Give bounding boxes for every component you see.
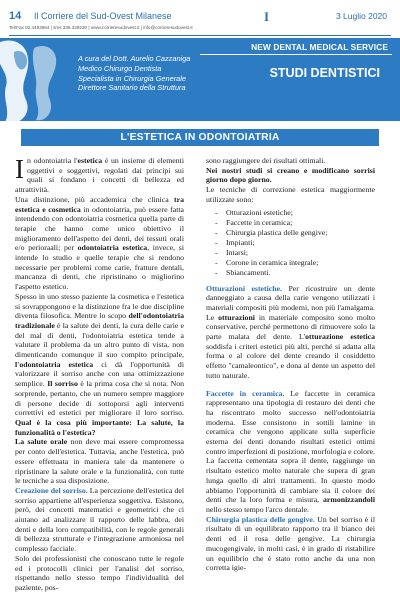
paragraph bbox=[15, 195, 184, 292]
article-column-right bbox=[206, 156, 376, 573]
text-run: , invece, si intende lo studio e quelle terapie che si rendono necessarie per problemi come carie, fratture dentali, mancanza di denti, che ripristinano o migliorino l'aspetto estetico. bbox=[15, 243, 184, 292]
paragraph bbox=[15, 437, 184, 486]
paragraph bbox=[206, 284, 375, 381]
paragraph bbox=[206, 156, 375, 166]
text-run: Solo dei professionisti che conoscano tutte le regole ed i protocolli clinici per l'analisi del sorriso, rispettando nello stesso tempo l'individualità del paziente, pos- bbox=[15, 553, 184, 592]
text-run: ci dà l'opportunità di valorizzare il sorriso anche con una ottimizzazione semplice. bbox=[15, 359, 184, 389]
author-role: Direttore Sanitario della Struttura bbox=[78, 83, 186, 93]
bold-term: tra estetica e cosmetica bbox=[15, 194, 184, 214]
bold-statement: Nei nostri studi si creano e modificano sorrisi giorno dopo giorno. bbox=[206, 165, 375, 185]
paragraph bbox=[15, 156, 184, 195]
subheading: Creazione del sorriso. bbox=[15, 485, 88, 495]
paragraph bbox=[15, 554, 184, 593]
paragraph-gap bbox=[206, 381, 375, 389]
bold-question: Qual è la cosa più importante: La salute, la funzionalità o l'estetica? bbox=[15, 417, 184, 437]
list-item: - Faccette in ceramica; bbox=[226, 218, 375, 228]
newspaper-name: Il Corriere del Sud-Ovest Milanese bbox=[34, 11, 172, 21]
text-run: è la salute dei denti, la cura delle carie e del mal di denti, l'odontoiatria estetica tende a valutare il problema da un altro punto di vista, non dimenticando comunque il suo compito principale, bbox=[15, 320, 184, 360]
text-run: è un insieme di elementi oggettivi e soggettivi, regolati dai principi sui quali si fondano i concetti di bellezza ed attrattività. bbox=[15, 156, 184, 195]
subheading: Faccette in ceramica. bbox=[206, 388, 285, 398]
bold-term: otturazione estetica bbox=[305, 332, 376, 342]
author-credit bbox=[78, 54, 263, 93]
text-run: Spesso in uno stesso paziente la cosmetica e l'estetica si sovrappongono e la distinzione fra le due discipline diventa filosofica. Mentre lo scopo bbox=[15, 291, 184, 321]
column-tag: NEW DENTAL MEDICAL SERVICE bbox=[251, 42, 388, 52]
author-name: A cura del Dott. Aurelio Cazzaniga bbox=[78, 54, 191, 63]
issue-date: 3 Luglio 2020 bbox=[335, 11, 387, 21]
paragraph bbox=[206, 389, 375, 515]
paragraph bbox=[15, 292, 184, 438]
bold-term: La salute orale bbox=[15, 437, 68, 447]
bold-term: l'odontoiatria estetica bbox=[15, 359, 94, 369]
paragraph bbox=[206, 185, 375, 204]
bold-term: Il sorriso bbox=[47, 379, 78, 389]
text-run: Un bel sorriso è il risultato di un equilibrato rapporto tra il bianco dei denti ed il rosa delle gengive. La chirurgia mucogengivale, in molti casi, è in grado di ristabilire un equilibrio che è stato rotto anche da una non corretta igie- bbox=[206, 514, 375, 573]
text-run: n odontoiatria l' bbox=[27, 156, 78, 165]
drop-cap: I bbox=[15, 154, 24, 184]
bold-term: otturazioni bbox=[218, 312, 255, 322]
masthead-divider: I bbox=[264, 9, 270, 24]
bold-term: estetica bbox=[77, 156, 103, 165]
author-specialty: Specialista in Chirurgia Generale bbox=[78, 73, 187, 83]
list-item: - Intarsi; bbox=[226, 248, 375, 258]
text-run: in odontoiatria, può essere fatta intendendo con odontoiatria cosmetica quella parte di terapie che hanno come unico obiettivo il miglioramento dell'aspetto dei denti, dei tessuti orali e/o perioraali; per bbox=[15, 204, 184, 253]
column-banner bbox=[0, 38, 400, 121]
subheading: Chirurgia plastica delle gengive. bbox=[206, 514, 315, 524]
masthead bbox=[0, 0, 400, 38]
author-title: Medico Chirurgo Dentista bbox=[78, 63, 162, 73]
list-item: - Corone in ceramica integrale; bbox=[226, 258, 375, 268]
text-run: nello stesso tempo l'arco dentale. bbox=[206, 504, 309, 514]
text-run: Per ricostruire un dente danneggiato a causa della carie vengono utilizzati i materiali compositi più moderni, non più l'amalgama. Le bbox=[206, 283, 375, 322]
article-title: L'ESTETICA IN ODONTOIATRIA bbox=[120, 132, 280, 143]
text-run: Le tecniche di correzione estetica maggiormente utilizzate sono: bbox=[206, 185, 375, 204]
list-item: - Chirurgia plastica delle gengive; bbox=[226, 228, 375, 238]
list-item: - Impianti; bbox=[226, 238, 375, 248]
text-run: è la prima cosa che si nota. Non sorprende, pertanto, che un numero sempre maggiore di persone decide di sottoporsi agli interventi correttivi ed estetici per migliorare il loro sorriso. bbox=[15, 379, 184, 418]
text-run: in materiale composito sono molto conservative, perché permettono di rimuovere solo la parte malata del dente. L' bbox=[206, 312, 375, 342]
banner-rule bbox=[200, 54, 392, 55]
article-column-left bbox=[15, 154, 184, 592]
bold-term: dell'odontoiatria tradizionale bbox=[15, 311, 184, 330]
text-run: Una distinzione, più accademica che clinica bbox=[15, 194, 175, 204]
paragraph bbox=[206, 515, 375, 573]
text-run: soddisfa i criteri estetici più alti, perché si adatta alla forma e al colore del dente creando il cosiddetto effetto "camaleontico", e dona al dente un aspetto del tutto naturale. bbox=[206, 341, 375, 380]
page-number: 14 bbox=[9, 10, 22, 22]
list-item: - Sbiancamenti. bbox=[226, 268, 375, 278]
article-title-bar bbox=[21, 129, 379, 146]
section-title: STUDI DENTISTICI bbox=[269, 66, 380, 80]
dental-clinic-logo-icon bbox=[0, 38, 62, 121]
paragraph bbox=[15, 486, 184, 554]
subheading: Otturazioni estetiche. bbox=[206, 283, 282, 293]
text-run: non deve mai essere compromessa per conto dell'estetica. Tuttavia, anche l'estetica, può essere effettuata in maniera tale da mantenere o ripristinare la salute orale e la funzionalità, con tutte le tecniche a sua disposizione. bbox=[15, 437, 184, 486]
bold-term: odontoiatria estetica bbox=[77, 243, 148, 253]
paragraph bbox=[206, 166, 375, 185]
bold-term: armonizzandoli bbox=[323, 495, 375, 505]
techniques-list bbox=[206, 208, 375, 278]
list-item: - Otturazioni estetiche; bbox=[226, 208, 375, 218]
text-run: sono raggiungere dei risultati ottimali. bbox=[206, 156, 326, 165]
contact-line: Tel/Fax 02.4493964 | sms 335.339230 | www.corrieresudovest.it | info@corrieresudovest.it bbox=[9, 25, 193, 30]
text-run: Le faccette in ceramica rappresentano una tipologia di restauro dei denti che ha riscontrato molto successo nell'odontoiatria moderna. Esse consistono in sottili lamine in ceramica che vengono applicate sulla superficie esterna dei denti donando risultati estetici ottimi contro imperfezioni di posizione, morfologia e colore. La faccetta cementata sopra il dente, raggiunge un risultato estetico molto naturale che supera di gran lunga quello di altri trattamenti. In questo modo abbiamo l'opportunità di cambiare sia il colore dei denti che la loro forma e misura, bbox=[206, 388, 375, 505]
masthead-rule bbox=[9, 35, 391, 36]
text-run: La percezione dell'estetica del sorriso appartiene all'esperienza soggettiva. Esistono, però, dei concetti matematici e geometrici che ci aiutano ad analizzare il rapporto delle labbra, dei denti e della loro compatibilità, con le regole generali di bellezza strutturale e l'integrazione armoniosa nel complesso facciale. bbox=[15, 485, 184, 554]
